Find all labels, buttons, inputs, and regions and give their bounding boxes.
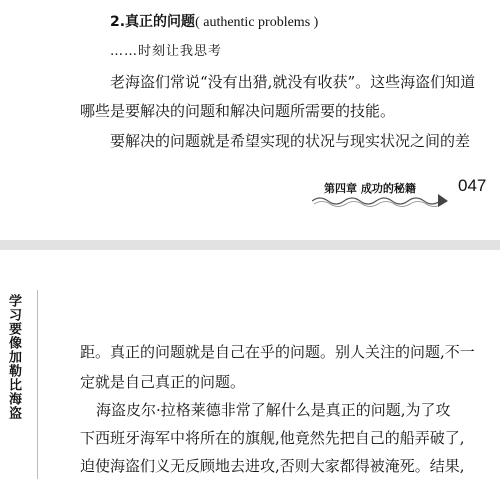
paragraph-line: 哪些是要解决的问题和解决问题所需要的技能。 — [80, 102, 396, 120]
side-rule — [37, 290, 38, 479]
footer-wave-ornament-icon — [312, 192, 452, 210]
side-running-title: 学习要像加勒比海盗 — [6, 294, 21, 420]
paragraph-line: 老海盗们常说“没有出猎,就没有收获”。这些海盗们知道 — [110, 73, 476, 91]
paragraph-line: 下西班牙海军中将所在的旗舰,他竟然先把自己的船弄破了, — [80, 429, 465, 447]
section-heading-number-title: 2.真正的问题 — [110, 14, 196, 30]
footer-chapter-title: 第四章 成功的秘籍 — [324, 182, 416, 195]
page-number: 047 — [458, 176, 487, 195]
paragraph-line: 要解决的问题就是希望实现的状况与现实状况之间的差 — [110, 132, 471, 150]
paragraph-line: 定就是自己真正的问题。 — [80, 373, 246, 391]
paragraph-line: 距。真正的问题就是自己在乎的问题。别人关注的问题,不一 — [80, 343, 475, 361]
paragraph-line: 迫使海盗们义无反顾地去进攻,否则大家都得被淹死。结果, — [80, 457, 465, 475]
section-heading-english: ( authentic problems ) — [195, 15, 319, 30]
section-heading — [110, 12, 318, 33]
section-subheading: ……时刻让我思考 — [110, 44, 223, 59]
paragraph-line: 海盗皮尔·拉格莱德非常了解什么是真正的问题,为了攻 — [96, 401, 451, 419]
book-page-bottom — [0, 250, 500, 479]
